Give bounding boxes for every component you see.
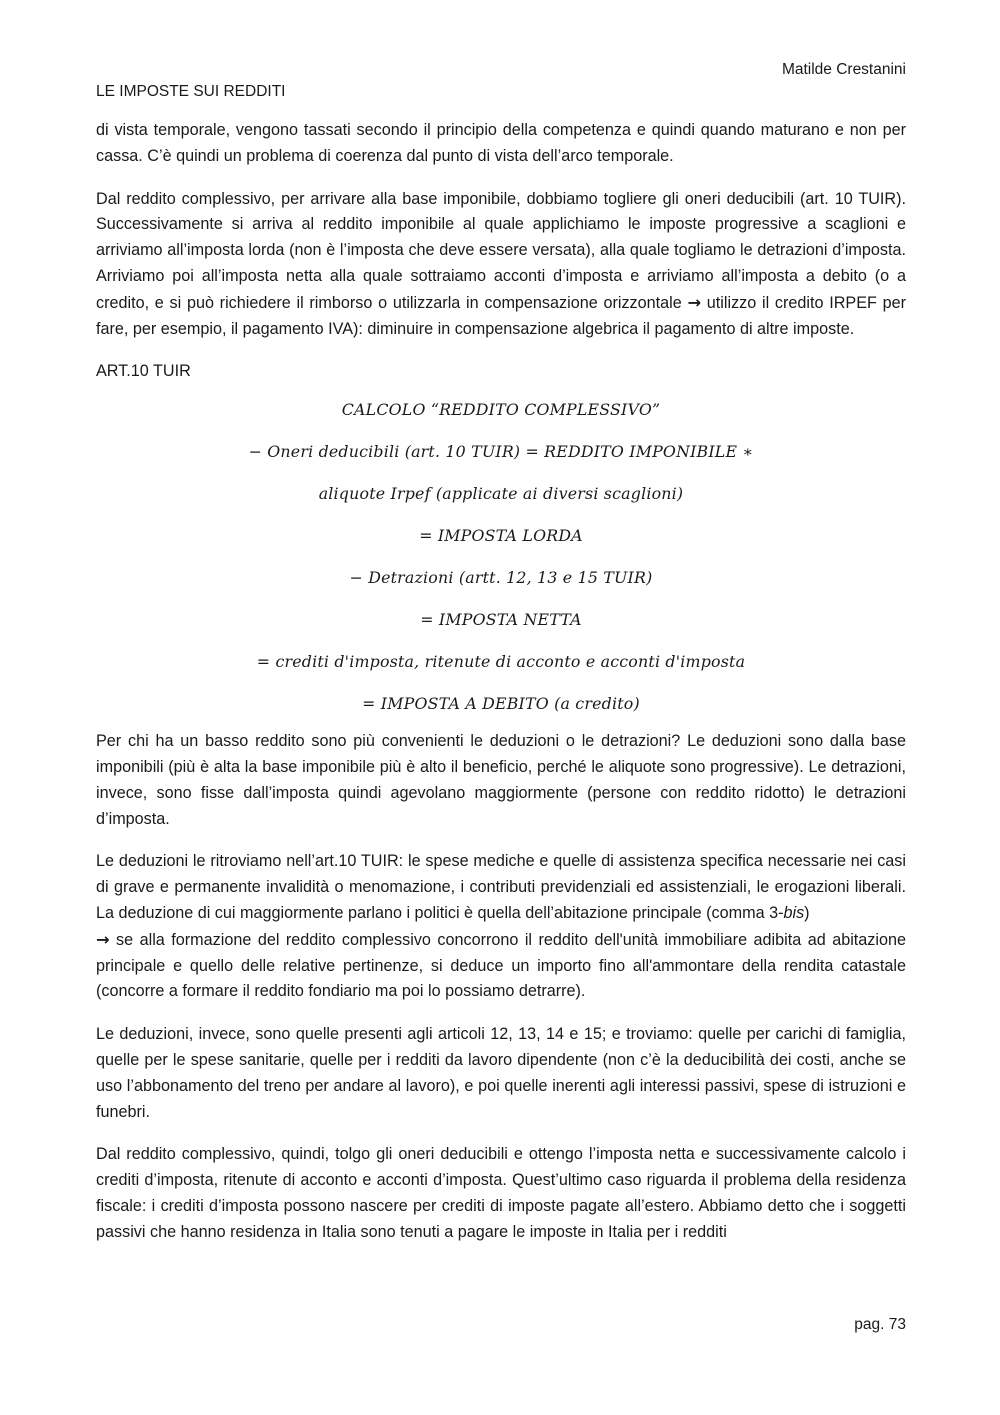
paragraph-2-text-a: Dal reddito complessivo, per arrivare alla base imponibile, dobbiamo togliere gli oneri deducibili (art. 10 TUIR). Successivamente si arriva al reddito imponibile al quale applichiamo le imposte progressive a scaglioni e arriviamo all’imposta lorda (non è l’imposta che deve essere versata), alla quale togliamo le detrazioni d’imposta. Arriviamo poi all’imposta netta alla quale sottraiamo acconti d’imposta e arriviamo all’imposta a debito (o a credito, e si può richiedere il rimborso o utilizzarla in compensazione orizzontale — [96, 189, 906, 312]
author-name: Matilde Crestanini — [781, 61, 906, 78]
body-text — [96, 118, 906, 1263]
formula-line-3: aliquote Irpef (applicate ai diversi scaglioni) — [318, 484, 684, 504]
paragraph-4-text-b: ) — [804, 903, 810, 922]
formula-line-7: = crediti d'imposta, ritenute di acconto e acconti d'imposta — [256, 652, 746, 672]
paragraph-4-text-a: Le deduzioni le ritroviamo nell’art.10 TUIR: le spese mediche e quelle di assistenza specifica necessarie nei casi di grave e permanente invalidità o menomazione, i contributi previdenziali ed assistenziali, le erogazioni liberali. La deduzione di cui maggiormente parlano i politici è quella dell’abitazione principale (comma 3- — [96, 852, 906, 922]
formula-line-5: − Detrazioni (artt. 12, 13 e 15 TUIR) — [349, 568, 653, 588]
paragraph-4-italic: bis — [783, 903, 805, 922]
paragraph-2 — [96, 187, 906, 343]
page-number: pag. 73 — [854, 1316, 906, 1333]
paragraph-6: Dal reddito complessivo, quindi, tolgo gli oneri deducibili e ottengo l’imposta netta e successivamente calcolo i crediti d’imposta, ritenute di acconto e acconti d’imposta. Quest’ultimo caso riguarda il problema della residenza fiscale: i crediti d’imposta possono nascere per crediti di imposte pagate all’estero. Abbiamo detto che i soggetti passivi che hanno residenza in Italia sono tenuti a pagare le imposte in Italia per i redditi — [96, 1145, 906, 1241]
paragraph-3: Per chi ha un basso reddito sono più convenienti le deduzioni o le detrazioni? Le deduzioni sono dalla base imponibili (più è alta la base imponibile più è alto il beneficio, perché le aliquote sono progressive). Le detrazioni, invece, sono fisse dall’imposta quindi agevolano maggiormente (persone con reddito ridotto) le detrazioni d’imposta. — [96, 732, 906, 828]
paragraph-1: di vista temporale, vengono tassati secondo il principio della competenza e quindi quando maturano e non per cassa. C’è quindi un problema di coerenza dal punto di vista dell’arco temporale. — [96, 121, 906, 165]
formula-line-6: = IMPOSTA NETTA — [420, 610, 582, 630]
formula-line-2: − Oneri deducibili (art. 10 TUIR) = REDDITO IMPONIBILE ∗ — [248, 442, 754, 462]
formula-line-4: = IMPOSTA LORDA — [419, 526, 583, 546]
paragraph-4-text-c: se alla formazione del reddito complessivo concorrono il reddito dell'unità immobiliare adibita ad abitazione principale e quello delle relative pertinenze, si deduce un importo fino all'ammontare della rendita catastale (concorre a formare il reddito fondiario ma poi lo possiamo detrarre). — [96, 930, 906, 1001]
right-arrow-icon: → — [687, 292, 702, 312]
paragraph-5: Le deduzioni, invece, sono quelle presenti agli articoli 12, 13, 14 e 15; e troviamo: quelle per carichi di famiglia, quelle per le spese sanitarie, quelle per i redditi da lavoro dipendente (non c’è la deducibilità dei costi, anche se uso l’abbonamento del treno per andare al lavoro), e poi quelle inerenti agli interessi passivi, spese di istruzioni e funebri. — [96, 1025, 906, 1121]
paragraph-4 — [96, 849, 906, 1005]
formula-line-1: CALCOLO “REDDITO COMPLESSIVO” — [341, 400, 661, 420]
formula-block — [96, 389, 906, 725]
section-label: ART.10 TUIR — [96, 362, 191, 381]
running-head: LE IMPOSTE SUI REDDITI — [96, 83, 286, 100]
right-arrow-icon: → — [96, 929, 110, 949]
formula-line-8: = IMPOSTA A DEBITO (a credito) — [362, 694, 640, 714]
paragraph-2-text-b: utilizzo il credito IRPEF per fare, per esempio, il pagamento IVA): diminuire in compensazione algebrica il pagamento di altre imposte. — [96, 293, 907, 338]
